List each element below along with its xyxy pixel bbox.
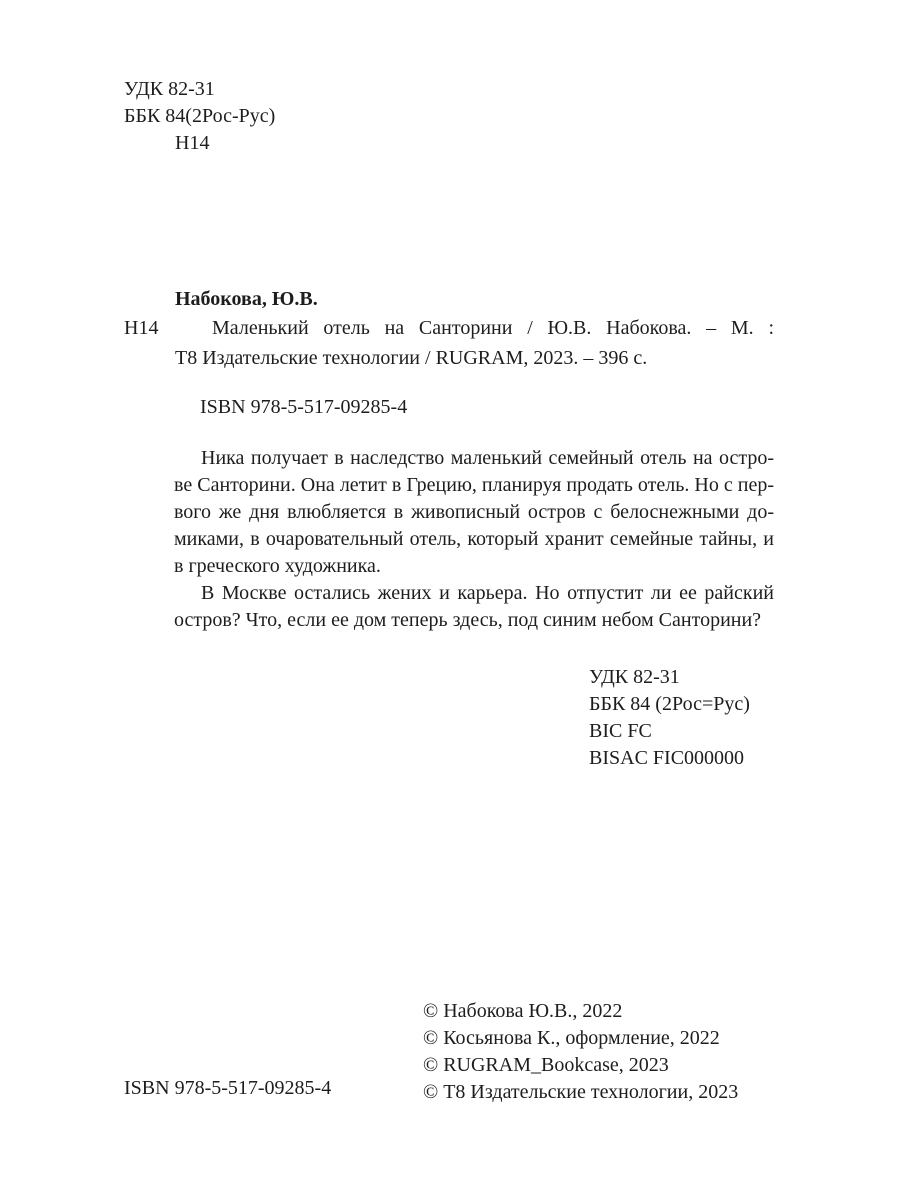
bbk-code: ББК 84(2Рос-Рус) [124, 105, 276, 127]
copyright-line: © Т8 Издательские технологии, 2023 [423, 1081, 739, 1103]
copyright-line: © RUGRAM_Bookcase, 2023 [423, 1054, 669, 1076]
author-name: Набокова, Ю.В. [175, 288, 318, 310]
copyright-line: © Косьянова К., оформление, 2022 [423, 1027, 720, 1049]
title-line-1-row [124, 315, 774, 342]
annotation-line: В Москве остались жених и карьера. Но отпустит ли ее райский [201, 582, 774, 604]
annotation-line: вого же дня влюбляется в живописный остров с белоснежными до- [174, 501, 774, 523]
annotation-line: в греческого художника. [174, 555, 381, 577]
annotation-line: Ника получает в наследство маленький семейный отель на остро- [201, 447, 774, 469]
udk-code: УДК 82-31 [124, 78, 215, 100]
classification-bisac: BISAC FIC000000 [589, 747, 745, 769]
record-author-mark: Н14 [124, 317, 159, 339]
annotation-line: миками, в очаровательный отель, который хранит семейные тайны, и [174, 528, 774, 550]
bibliographic-record [124, 286, 774, 421]
title-line-1: Маленький отель на Санторини / Ю.В. Набокова. – М. : [212, 317, 774, 339]
title-line-2: Т8 Издательские технологии / RUGRAM, 2023. – 396 с. [175, 347, 648, 369]
annotation-line: остров? Что, если ее дом теперь здесь, под синим небом Санторини? [174, 609, 762, 631]
classification-block [589, 664, 750, 772]
author-mark: Н14 [175, 132, 210, 154]
annotation [174, 445, 774, 634]
annotation-line: ве Санторини. Она летит в Грецию, планируя продать отель. Но с пер- [174, 474, 774, 496]
bottom-isbn: ISBN 978-5-517-09285-4 [124, 1077, 332, 1099]
classification-bic: BIC FC [589, 720, 652, 742]
copyright-block [423, 998, 738, 1106]
record-isbn: ISBN 978-5-517-09285-4 [200, 396, 408, 418]
top-codes [124, 76, 275, 157]
classification-bbk: ББК 84 (2Рос=Рус) [589, 693, 750, 715]
copyright-line: © Набокова Ю.В., 2022 [423, 1000, 623, 1022]
classification-udk: УДК 82-31 [589, 666, 680, 688]
